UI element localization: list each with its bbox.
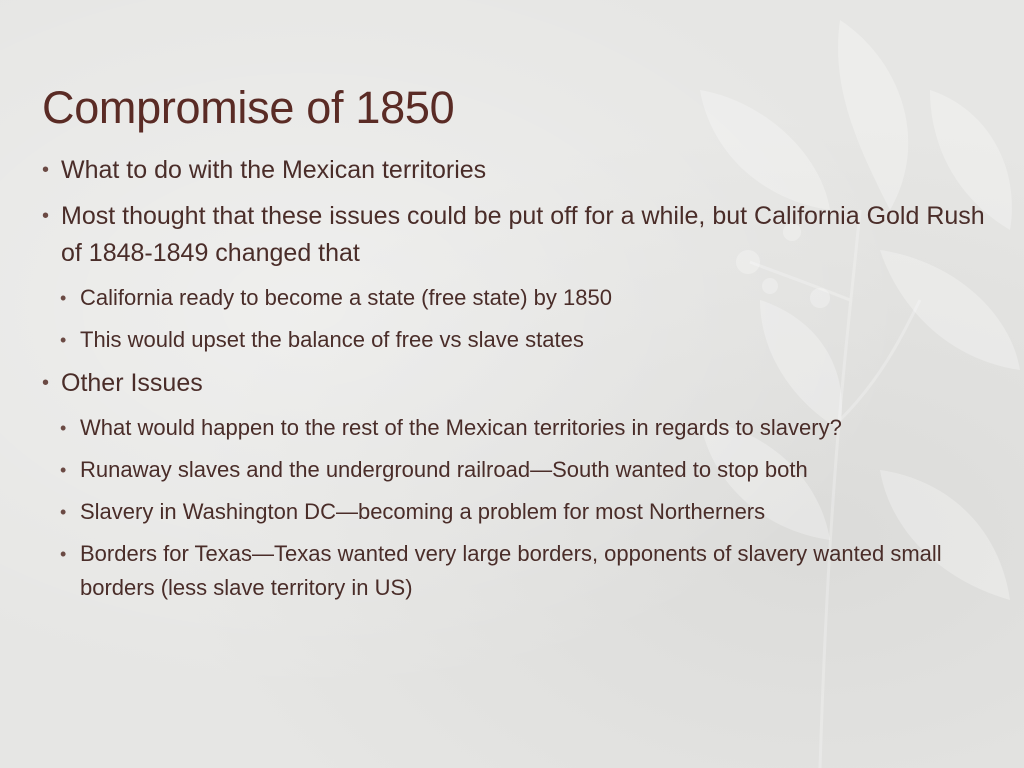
bullet-icon: • xyxy=(60,288,67,308)
bullet-icon: • xyxy=(42,372,50,394)
bullet-icon: • xyxy=(60,460,67,480)
bullet-icon: • xyxy=(42,205,50,227)
sub-bullet-item xyxy=(42,495,992,529)
bullet-item xyxy=(42,365,992,402)
slide-content xyxy=(42,152,992,613)
sub-bullet-text: Slavery in Washington DC—becoming a problem for most Northerners xyxy=(80,499,766,524)
sub-bullet-item xyxy=(42,281,992,315)
bullet-item xyxy=(42,152,992,189)
sub-bullet-text: California ready to become a state (free state) by 1850 xyxy=(80,285,612,310)
sub-bullet-item xyxy=(42,453,992,487)
bullet-item xyxy=(42,198,992,272)
bullet-icon: • xyxy=(42,159,50,181)
bullet-icon: • xyxy=(60,418,67,438)
sub-bullet-item xyxy=(42,537,992,605)
bullet-icon: • xyxy=(60,502,67,522)
bullet-icon: • xyxy=(60,544,67,564)
bullet-text: Most thought that these issues could be put off for a while, but California Gold Rush of 1848-1849 changed that xyxy=(61,202,985,267)
sub-bullet-item xyxy=(42,411,992,445)
slide-title: Compromise of 1850 xyxy=(42,82,455,133)
bullet-icon: • xyxy=(60,330,67,350)
sub-bullet-text: Borders for Texas—Texas wanted very large borders, opponents of slavery wanted small borders (less slave territory in US) xyxy=(80,541,942,600)
sub-bullet-item xyxy=(42,323,992,357)
sub-bullet-text: What would happen to the rest of the Mexican territories in regards to slavery? xyxy=(80,415,842,440)
sub-bullet-text: This would upset the balance of free vs slave states xyxy=(80,327,584,352)
bullet-text: What to do with the Mexican territories xyxy=(61,156,487,184)
sub-bullet-text: Runaway slaves and the underground railroad—South wanted to stop both xyxy=(80,457,808,482)
bullet-text: Other Issues xyxy=(61,369,203,397)
